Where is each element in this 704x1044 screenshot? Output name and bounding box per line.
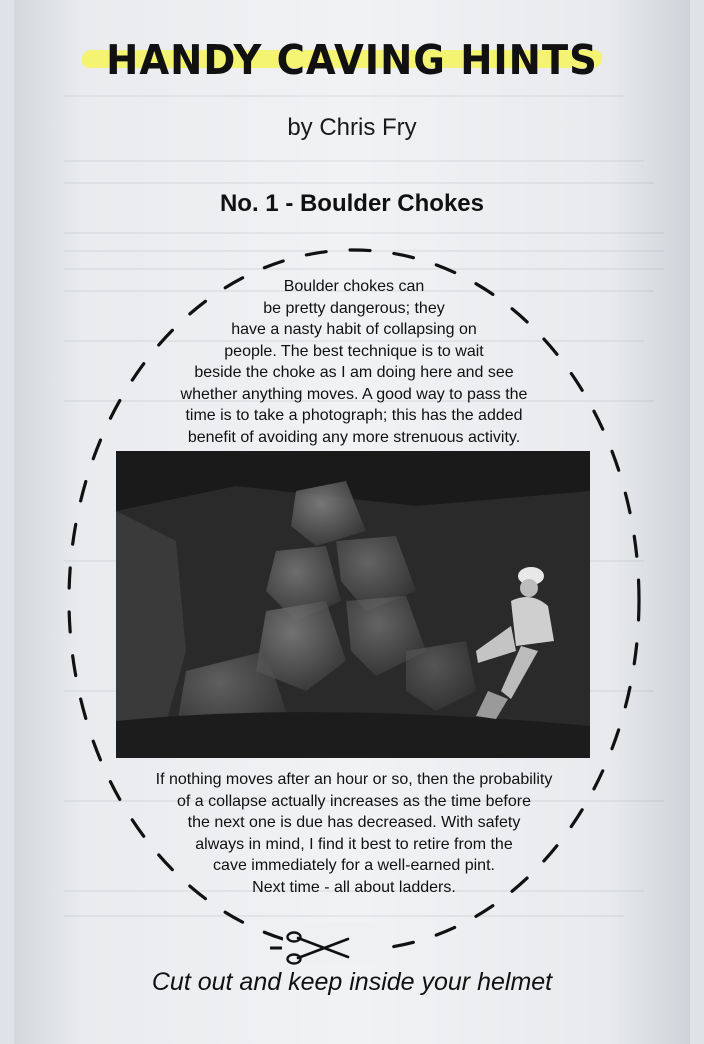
text-line: benefit of avoiding any more strenuous activity.: [187, 428, 521, 446]
outro-paragraph: [79, 769, 629, 898]
footer-caption: Cut out and keep inside your helmet: [151, 968, 553, 996]
text-line: whether anything moves. A good way to pass the: [180, 385, 528, 403]
byline: by Chris Fry: [287, 114, 417, 141]
text-line: Next time - all about ladders.: [252, 878, 456, 896]
page-title: HANDY CAVING HINTS: [106, 36, 598, 84]
section-heading: No. 1 - Boulder Chokes: [219, 190, 485, 217]
text-line: people. The best technique is to wait: [224, 342, 484, 360]
text-line: always in mind, I find it best to retire from the: [195, 835, 513, 853]
text-line: If nothing moves after an hour or so, then the probability: [155, 771, 553, 788]
text-line: beside the choke as I am doing here and see: [194, 364, 514, 381]
text-line: time is to take a photograph; this has the added: [185, 407, 523, 424]
text-line: have a nasty habit of collapsing on: [231, 321, 477, 338]
intro-paragraph: [104, 276, 604, 448]
text-line: the next one is due has decreased. With safety: [187, 814, 521, 831]
text-line: of a collapse actually increases as the time before: [177, 792, 531, 810]
cave-photograph: [116, 451, 590, 758]
text-line: cave immediately for a well-earned pint.: [213, 857, 495, 874]
text-line: be pretty dangerous; they: [263, 299, 445, 317]
text-line: Boulder chokes can: [283, 278, 425, 295]
